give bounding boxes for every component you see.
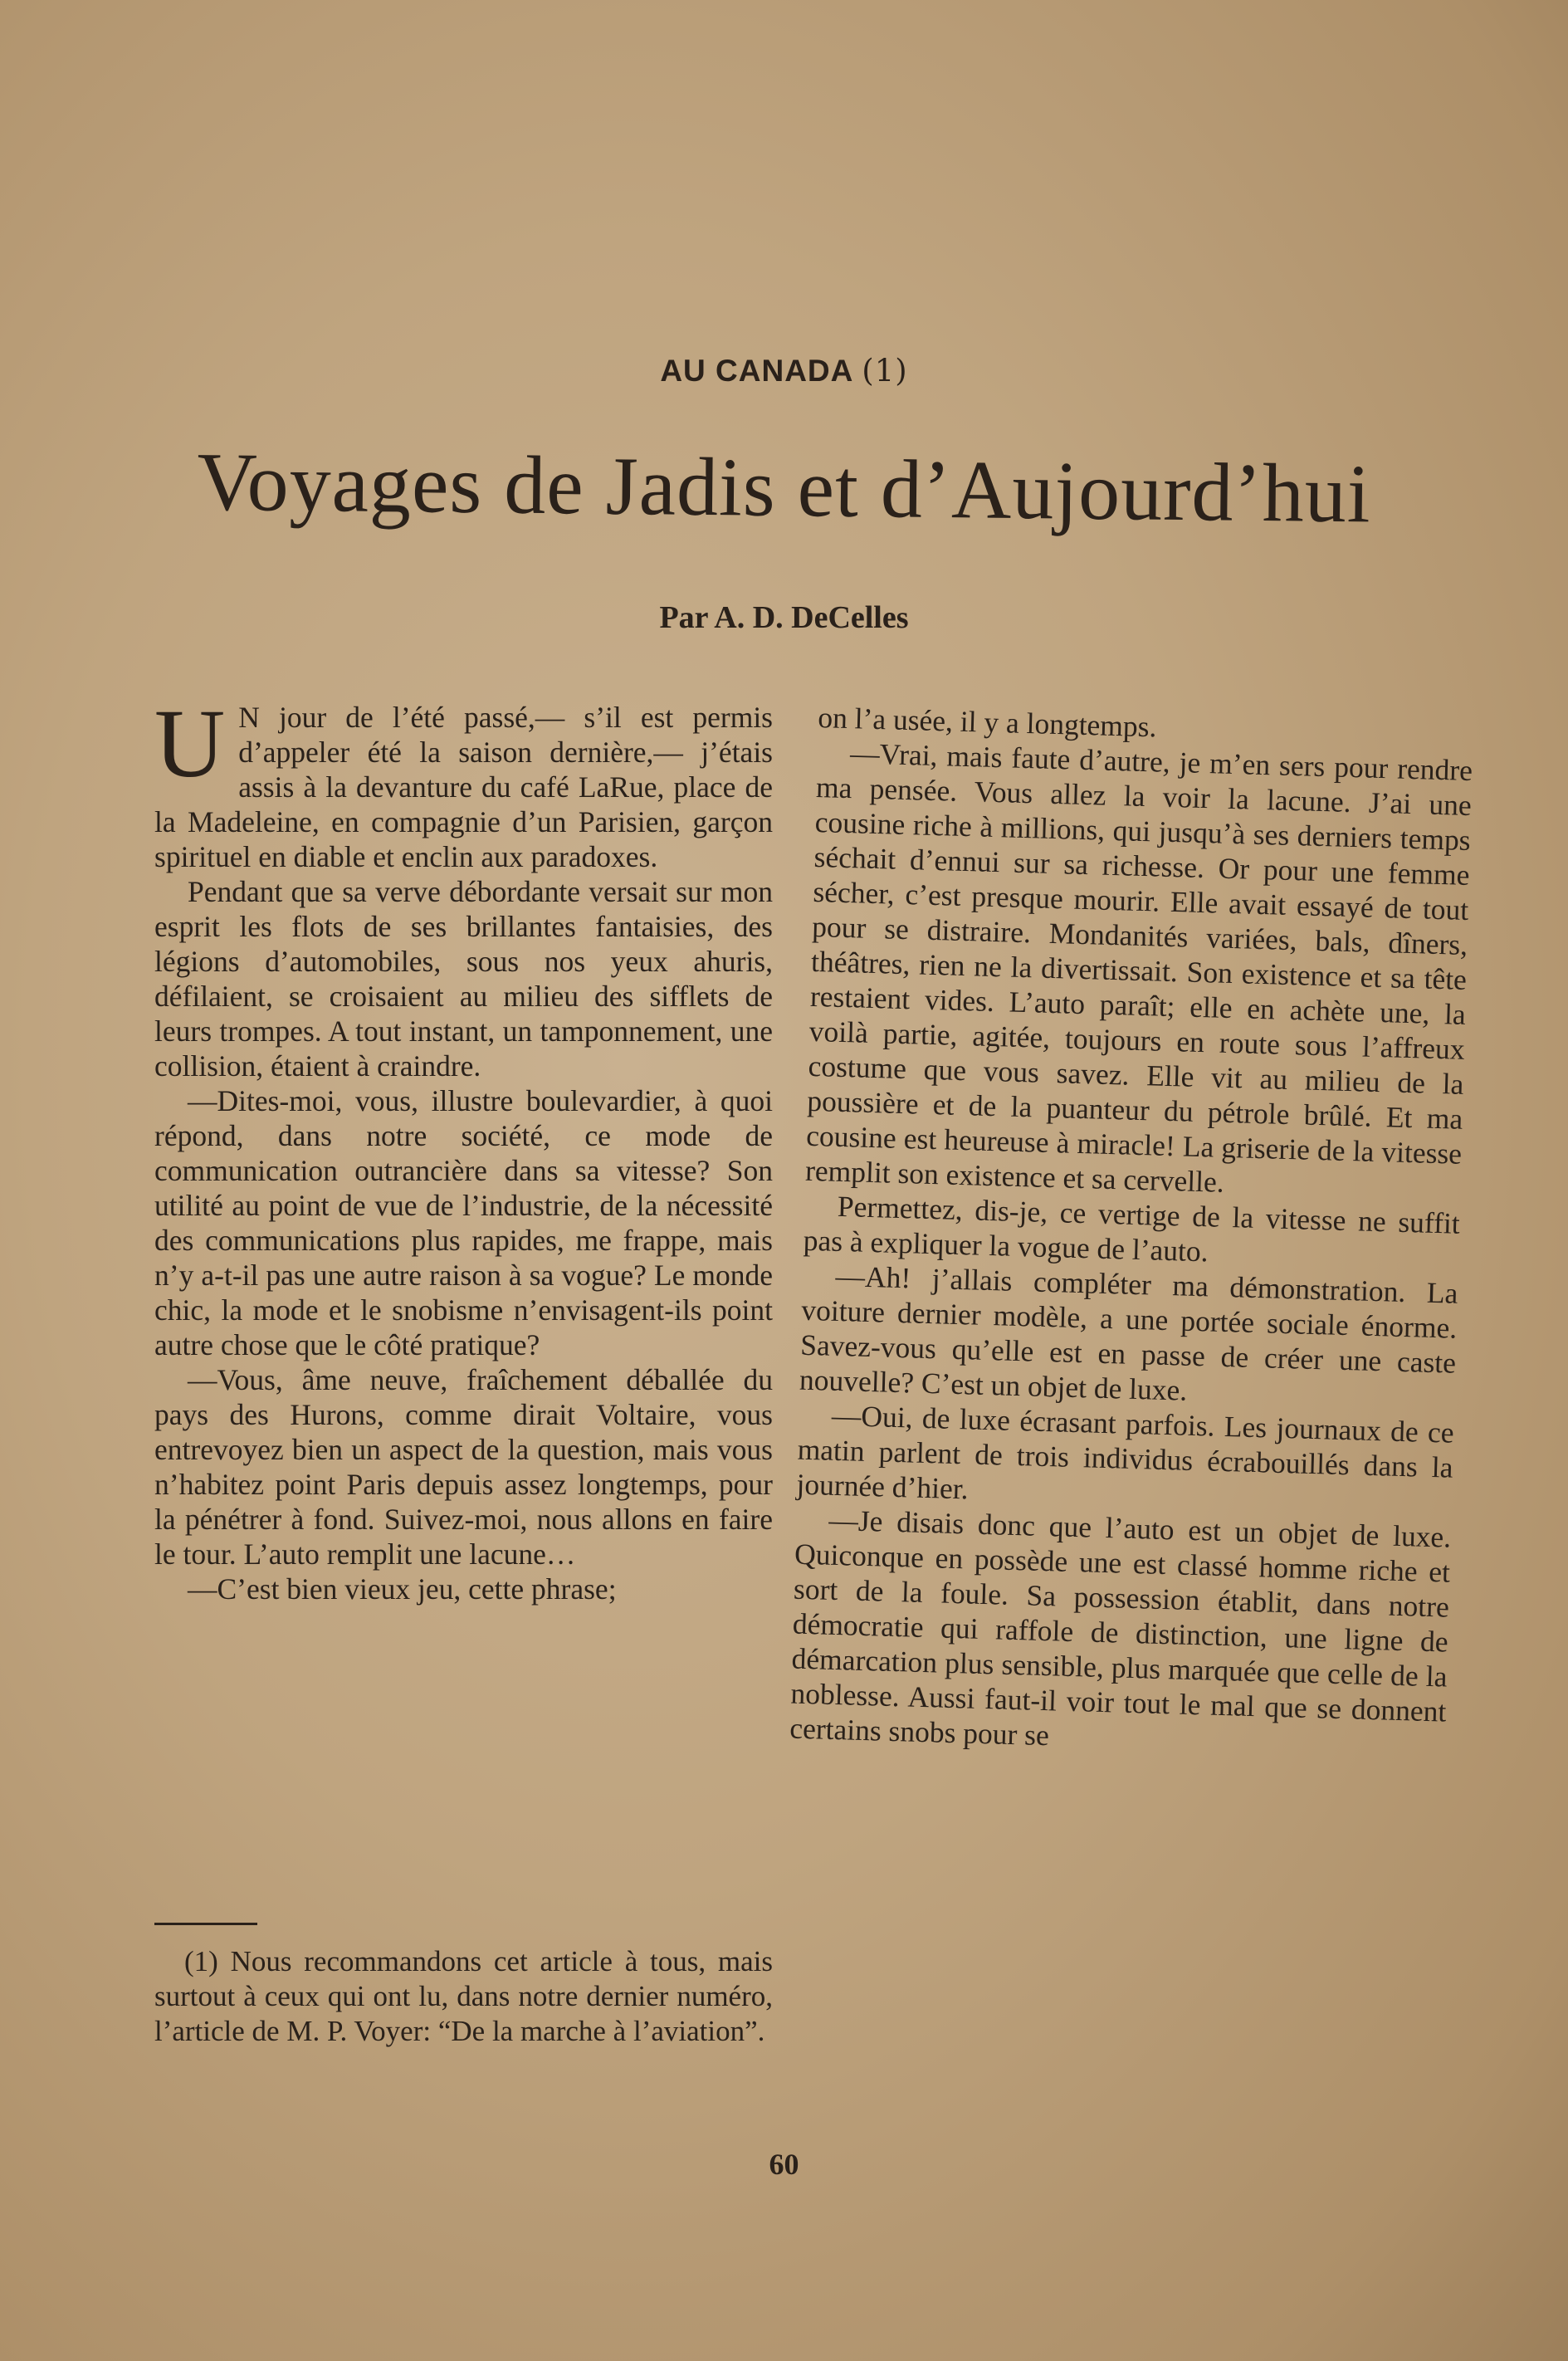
footnote	[154, 1944, 773, 2049]
page-number: 60	[769, 2148, 799, 2181]
footnote-text: (1) Nous recommandons cet article à tous, mais surtout à ceux qui ont lu, dans notre dernier numéro, l’article de M. P. Voyer: “De la marche à l’aviation”.	[154, 1945, 773, 2047]
paragraph: —C’est bien vieux jeu, cette phrase;	[188, 1572, 617, 1606]
section-footnote-ref: (1)	[862, 353, 908, 389]
paragraph	[154, 689, 773, 874]
section-heading	[0, 353, 1568, 389]
footnote-divider	[154, 1923, 257, 1925]
article-author: Par A. D. DeCelles	[659, 600, 909, 635]
paragraph: —Vrai, mais faute d’autre, je m’en sers pour rendre ma pensée. Vous allez la voir la lacune. J’ai une cousine riche à millions, qui jusqu’à ses derniers temps séchait d’ennui sur sa richesse. Or pour une femme sécher, c’est presque mourir. Elle avait essayé de tout pour se distraire. Mondanités variées, bals, dîners, théâtres, rien ne la divertissait. Son existence et sa tête restaient vides. L’auto paraît; elle en achète une, la voilà partie, agitée, toujours en route sous l’affreux costume que vous savez. Elle vit au milieu de la poussière et de la puanteur du pétrole brûlé. Et ma cousine est heureuse à miracle! La griserie de la vitesse remplit son existence et sa cervelle.	[804, 736, 1473, 1199]
article-title: Voyages de Jadis et d’Aujourd’hui	[196, 435, 1372, 540]
paragraph: —Je disais donc que l’auto est un objet de luxe. Quiconque en possède une est classé homme riche et sort de la foule. Sa possession établit, dans notre démocratie qui raffole de distinction, une ligne de démarcation plus sensible, plus marquée que celle de la noblesse. Aussi faut-il voir tout le mal que se donnent certains snobs pour se	[789, 1503, 1452, 1752]
left-column	[154, 689, 773, 1606]
paragraph: on l’a usée, il y a longtemps.	[817, 700, 1157, 744]
paragraph: —Vous, âme neuve, fraîchement déballée du pays des Hurons, comme dirait Voltaire, vous entrevoyez bien un aspect de la question, mais vous n’habitez point Paris depuis assez longtemps, pour la pénétrer à fond. Suivez-moi, nous allons en faire le tour. L’auto remplit une lacune…	[154, 1363, 773, 1571]
right-column	[789, 700, 1474, 1764]
paragraph: Pendant que sa verve débordante versait sur mon esprit les flots de ses brillantes fantaisies, des légions d’automobiles, sous nos yeux ahuris, défilaient, se croisaient au milieu des sifflets de leurs trompes. A tout instant, un tamponnement, une collision, étaient à craindre.	[154, 875, 773, 1083]
paragraph-text: N jour de l’été passé,— s’il est permis d’appeler été la saison dernière,— j’étais assis à la devanture du café LaRue, place de la Madeleine, en compagnie d’un Parisien, garçon spirituel en diable et enclin aux paradoxes.	[154, 701, 773, 873]
paragraph: Permettez, dis-je, ce vertige de la vitesse ne suffit pas à expliquer la vogue de l’auto.	[803, 1189, 1461, 1268]
section-label: AU CANADA	[660, 354, 852, 388]
paragraph: —Dites-moi, vous, illustre boulevardier, à quoi répond, dans notre société, ce mode de communication outrancière dans sa vitesse? Son utilité au point de vue de l’industrie, de la nécessité des communications plus rapides, me frappe, mais n’y a-t-il pas une autre raison à sa vogue? Le monde chic, la mode et le snobisme n’envisagent-ils point autre chose que le côté pratique?	[154, 1084, 773, 1361]
paragraph: —Oui, de luxe écrasant parfois. Les journaux de ce matin parlent de trois individus écrabouillés dans la journée d’hier.	[796, 1398, 1455, 1506]
paragraph: —Ah! j’allais compléter ma démonstration. La voiture dernier modèle, a une portée sociale énorme. Savez-vous qu’elle est en passe de créer une caste nouvelle? C’est un objet de luxe.	[799, 1259, 1458, 1407]
drop-cap: U	[154, 689, 226, 798]
